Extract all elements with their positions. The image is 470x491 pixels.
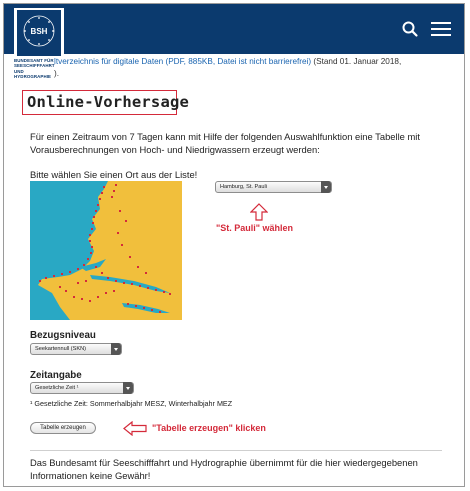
intro-text: Für einen Zeitraum von 7 Tagen kann mit Hilfe der folgenden Auswahlfunktion eine Tabelle mit Vorausberechnungen von Hoch- und Niedrigwassern erzeugt werden:: [30, 131, 420, 155]
station-marker[interactable]: [121, 244, 123, 246]
station-marker[interactable]: [61, 273, 63, 275]
red-arrow-left-icon: [123, 421, 147, 436]
page-title: Online-Vorhersage: [27, 93, 190, 111]
station-marker[interactable]: [91, 246, 93, 248]
station-marker[interactable]: [105, 292, 107, 294]
station-marker[interactable]: [89, 234, 91, 236]
station-marker[interactable]: [53, 275, 55, 277]
station-marker[interactable]: [93, 216, 95, 218]
station-marker[interactable]: [145, 272, 147, 274]
station-marker[interactable]: [91, 228, 93, 230]
station-marker[interactable]: [81, 298, 83, 300]
station-marker[interactable]: [101, 192, 103, 194]
station-marker[interactable]: [113, 290, 115, 292]
map-land: [38, 181, 182, 320]
button-hint-annotation: "Tabelle erzeugen" klicken: [152, 423, 266, 433]
station-marker[interactable]: [151, 309, 153, 311]
zeitangabe-select-value: Gesetzliche Zeit ¹: [35, 385, 79, 391]
station-marker[interactable]: [89, 240, 91, 242]
station-marker[interactable]: [127, 303, 129, 305]
station-marker[interactable]: [90, 252, 92, 254]
station-marker[interactable]: [95, 266, 97, 268]
location-map[interactable]: [30, 181, 182, 320]
chevron-down-icon: [111, 343, 121, 355]
station-marker[interactable]: [139, 285, 141, 287]
station-marker[interactable]: [155, 289, 157, 291]
station-marker[interactable]: [147, 287, 149, 289]
station-marker[interactable]: [103, 186, 105, 188]
chevron-down-icon: [321, 181, 331, 193]
choose-location-label: Bitte wählen Sie einen Ort aus der Liste!: [30, 169, 198, 180]
disclaimer-text: Das Bundesamt für Seeschifffahrt und Hydrographie übernimmt für die hier wiedergegebenen Informationen keine Gewähr!: [30, 457, 418, 481]
station-marker[interactable]: [131, 283, 133, 285]
station-marker[interactable]: [85, 280, 87, 282]
station-marker[interactable]: [111, 196, 113, 198]
svg-text:BSH: BSH: [30, 27, 48, 36]
bsh-emblem-icon: [17, 10, 61, 56]
station-marker[interactable]: [95, 210, 97, 212]
chevron-down-icon: [123, 382, 133, 394]
station-marker[interactable]: [101, 272, 103, 274]
station-marker[interactable]: [73, 296, 75, 298]
station-marker[interactable]: [97, 204, 99, 206]
station-marker[interactable]: [119, 210, 121, 212]
station-marker[interactable]: [92, 222, 94, 224]
time-footnote: ¹ Gesetzliche Zeit: Sommerhalbjahr MESZ, Winterhalbjahr MEZ: [30, 399, 233, 408]
create-table-button[interactable]: Tabelle erzeugen: [30, 422, 96, 434]
download-info-tail: ).: [54, 69, 60, 78]
site-header: [4, 4, 464, 54]
station-marker[interactable]: [89, 300, 91, 302]
bezugsniveau-select[interactable]: [30, 343, 122, 355]
select-hint-annotation: "St. Pauli" wählen: [216, 223, 294, 233]
divider: [30, 450, 442, 451]
station-marker[interactable]: [97, 296, 99, 298]
station-marker[interactable]: [77, 268, 79, 270]
station-marker[interactable]: [69, 271, 71, 273]
station-marker[interactable]: [77, 282, 79, 284]
station-marker[interactable]: [99, 198, 101, 200]
search-icon[interactable]: [401, 20, 419, 38]
station-marker[interactable]: [83, 264, 85, 266]
station-marker[interactable]: [143, 307, 145, 309]
bezugsniveau-select-value: Seekartennull (SKN): [35, 346, 86, 352]
station-marker[interactable]: [59, 286, 61, 288]
station-marker[interactable]: [169, 293, 171, 295]
station-marker[interactable]: [123, 282, 125, 284]
station-marker[interactable]: [159, 311, 161, 313]
station-marker[interactable]: [163, 291, 165, 293]
station-marker[interactable]: [45, 277, 47, 279]
station-marker[interactable]: [117, 232, 119, 234]
bezugsniveau-label: Bezugsniveau: [30, 330, 96, 341]
station-marker[interactable]: [107, 277, 109, 279]
zeitangabe-label: Zeitangabe: [30, 370, 82, 381]
station-marker[interactable]: [65, 290, 67, 292]
page-frame: [3, 3, 465, 487]
station-marker[interactable]: [115, 280, 117, 282]
station-marker[interactable]: [115, 184, 117, 186]
pdf-link[interactable]: ltverzeichnis für digitale Daten (PDF, 885KB, Datei ist nicht barrierefrei): [54, 57, 312, 66]
zeitangabe-select[interactable]: [30, 382, 134, 394]
red-arrow-up-icon: [250, 203, 268, 221]
station-marker[interactable]: [137, 266, 139, 268]
page-title-highlight: [22, 90, 190, 115]
station-marker[interactable]: [135, 305, 137, 307]
station-marker[interactable]: [113, 190, 115, 192]
hamburger-menu-icon[interactable]: [430, 19, 452, 39]
station-marker[interactable]: [129, 256, 131, 258]
location-select-value: Hamburg, St. Pauli: [220, 184, 267, 190]
location-select[interactable]: [215, 181, 332, 193]
station-marker[interactable]: [87, 258, 89, 260]
download-info-text: (Stand 01. Januar 2018,: [311, 57, 402, 66]
download-info: [54, 56, 464, 80]
logo-text: BUNDESAMT FÜR SEESCHIFFFAHRT UND HYDROGRAPHIE: [14, 58, 55, 80]
station-marker[interactable]: [39, 280, 41, 282]
station-marker[interactable]: [125, 220, 127, 222]
